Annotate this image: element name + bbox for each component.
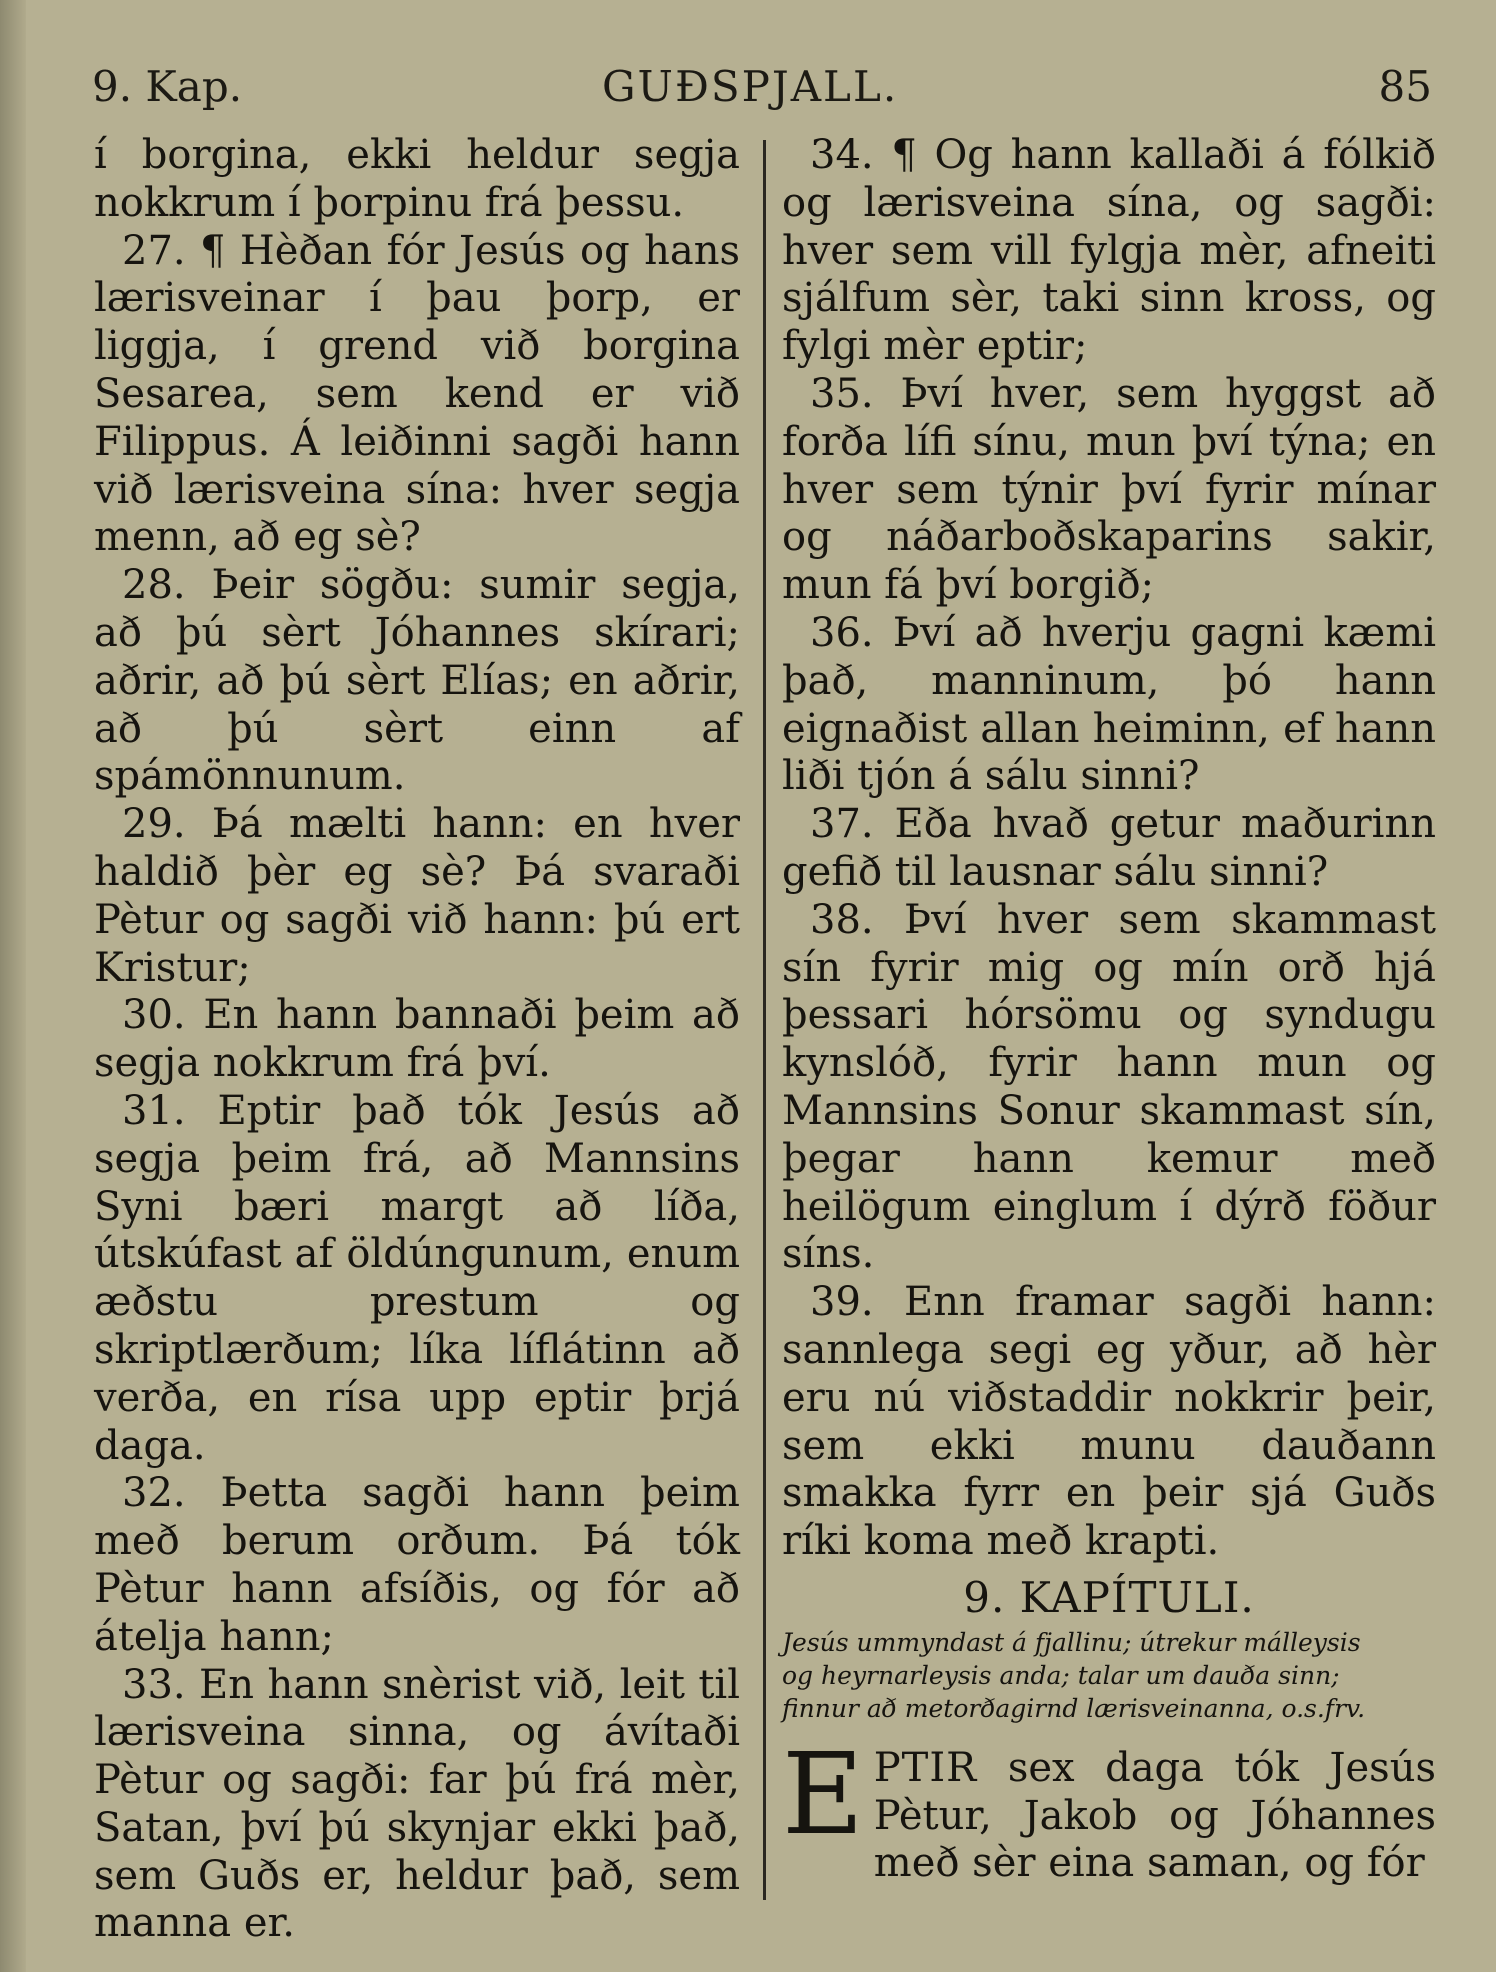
verse-paragraph: 37. Eða hvað getur maðurinn gefið til lausnar sálu sinni? [782,801,1436,895]
verse-paragraph: 27. ¶ Hèðan fór Jesús og hans lærisveinar í þau þorp, er liggja, í grend við borgina Sesarea, sem kend er við Filippus. Á leiðinni sagði hann við lærisveina sína: hver segja menn, að eg sè? [94,227,740,561]
chapter-opening-paragraph [782,1729,1436,1888]
opening-text: sex daga tók Jesús Pètur, Jakob og Jóhannes með sèr eina saman, og fór [873,1744,1436,1887]
summary-line: og heyrnarleysis anda; talar um dauða sinn; [782,1660,1340,1690]
left-column [94,132,740,1948]
summary-line: finnur að metorðagirnd lærisveinanna, o.s.frv. [782,1693,1366,1723]
running-header [92,62,1432,122]
page-gutter [0,0,26,1972]
verse-paragraph: 36. Því að hverju gagni kæmi það, manninum, þó hann eignaðist allan heiminn, ef hann liði tjón á sálu sinni? [782,609,1436,800]
chapter-summary [782,1626,1436,1725]
chapter-heading: 9. KAPÍTULI. [963,1572,1255,1622]
verse-paragraph: 38. Því hver sem skammast sín fyrir mig og mín orð hjá þessari hórsömu og syndugu kynslóð, fyrir hann mun og Mannsins Sonur skammast sín, þegar hann kemur með heilögum einglum í dýrð föður síns. [782,896,1436,1278]
page-number: 85 [1378,62,1432,111]
verse-paragraph: 39. Enn framar sagði hann: sannlega segi eg yður, að hèr eru nú viðstaddir nokkrir þeir, sem ekki munu dauðann smakka fyrr en þeir sjá Guðs ríki koma með krapti. [782,1279,1436,1565]
running-title: GUÐSPJALL. [602,62,899,111]
verse-paragraph: 34. ¶ Og hann kallaði á fólkið og lærisveina sína, og sagði: hver sem vill fylgja mèr, afneiti sjálfum sèr, taki sinn kross, og fylgi mèr eptir; [782,132,1436,370]
verse-paragraph: 32. Þetta sagði hann þeim með berum orðum. Þá tók Pètur hann afsíðis, og fór að átelja hann; [94,1470,740,1660]
right-column [782,132,1436,1888]
summary-line: Jesús ummyndast á fjallinu; útrekur málleysis [782,1627,1361,1657]
column-divider [763,140,766,1900]
verse-paragraph: 29. Þá mælti hann: en hver haldið þèr eg sè? Þá svaraði Pètur og sagði við hann: þú ert Kristur; [94,801,740,991]
verse-paragraph: 35. Því hver, sem hyggst að forða lífi sínu, mun því týna; en hver sem týnir því fyrir mínar og náðarboðskaparins sakir, mun fá því borgið; [782,370,1436,609]
chapter-reference: 9. Kap. [92,62,243,111]
verse-paragraph: 28. Þeir sögðu: sumir segja, að þú sèrt Jóhannes skírari; aðrir, að þú sèrt Elías; en aðrir, að þú sèrt einn af spámönnunum. [94,562,740,800]
drop-cap: E [782,1729,864,1860]
opening-word-rest: PTIR [873,1744,978,1791]
verse-paragraph: 33. En hann snèrist við, leit til lærisveina sinna, og ávítaði Pètur og sagði: far þú frá mèr, Satan, því þú skynjar ekki það, sem Guðs er, heldur það, sem manna er. [94,1661,740,1947]
verse-paragraph: í borgina, ekki heldur segja nokkrum í þorpinu frá þessu. [94,132,740,226]
verse-paragraph: 30. En hann bannaði þeim að segja nokkrum frá því. [94,992,740,1087]
verse-paragraph: 31. Eptir það tók Jesús að segja þeim frá, að Mannsins Syni bæri margt að líða, útskúfast af öldúngunum, enum æðstu prestum og skriptlærðum; líka líflátinn að verða, en rísa upp eptir þrjá daga. [94,1087,740,1469]
